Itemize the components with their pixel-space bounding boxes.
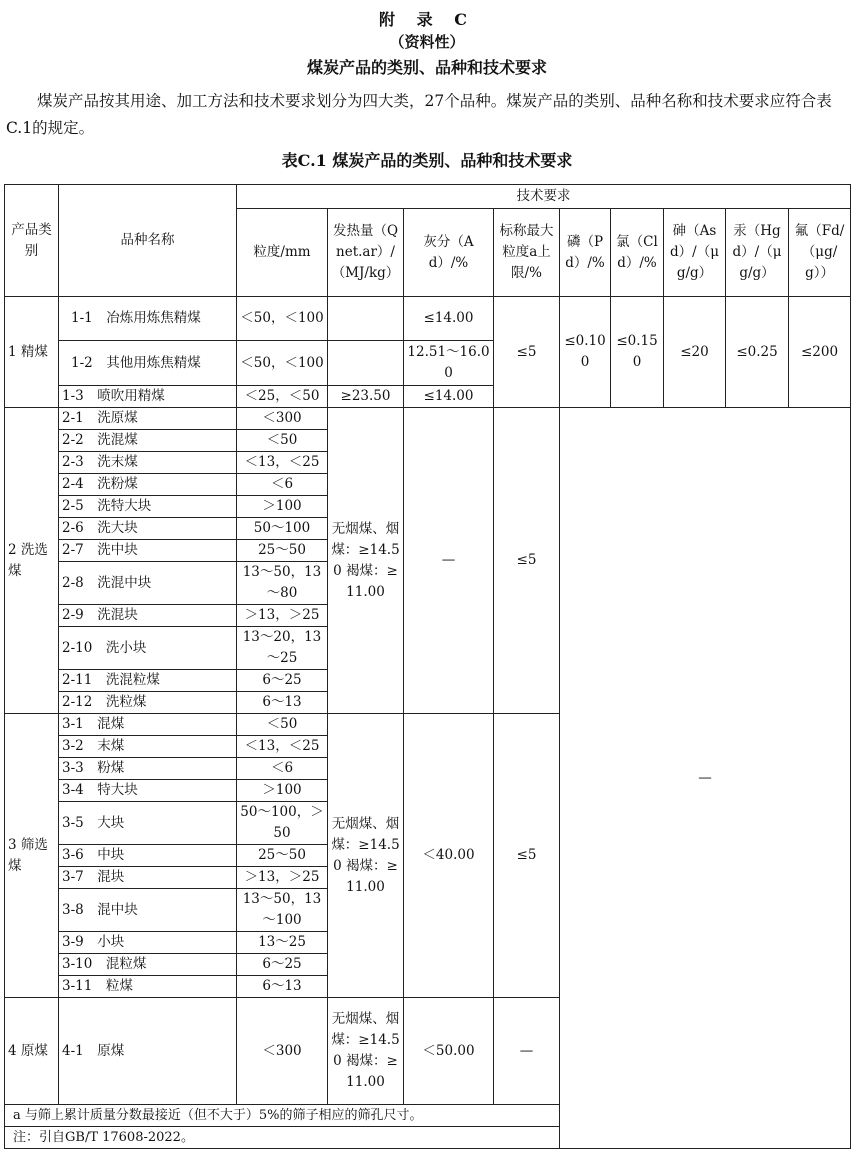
- header-phosphorus: 磷（Pd）/%: [560, 209, 611, 297]
- variety-cell: 2-9 洗混块: [59, 605, 237, 627]
- size-cell: ＜50，＜100: [237, 341, 328, 386]
- heat-cell: 无烟煤、烟煤：≥14.50 褐煤：≥11.00: [328, 998, 404, 1105]
- variety-cell: 3-11 粒煤: [59, 976, 237, 998]
- variety-cell: 1-3 喷吹用精煤: [59, 386, 237, 408]
- variety-cell: 3-6 中块: [59, 845, 237, 867]
- size-cell: 6～25: [237, 670, 328, 692]
- category-cell: 1 精煤: [5, 297, 59, 408]
- header-tech-req: 技术要求: [237, 185, 851, 209]
- ash-cell: ≤14.00: [404, 297, 494, 341]
- table-body: [5, 185, 851, 1149]
- size-cell: ＜300: [237, 998, 328, 1105]
- header-size: 粒度/mm: [237, 209, 328, 297]
- oversize-cell: ≤5: [494, 297, 560, 408]
- size-cell: ＜13，＜25: [237, 452, 328, 474]
- table-caption: 表C.1 煤炭产品的类别、品种和技术要求: [281, 151, 573, 170]
- table-row: [5, 185, 851, 209]
- variety-cell: 3-10 混粒煤: [59, 954, 237, 976]
- header-arsenic: 砷（Asd）/（μg/g）: [664, 209, 726, 297]
- variety-cell: 2-10 洗小块: [59, 627, 237, 670]
- heat-cell: 无烟煤、烟煤：≥14.50 褐煤：≥11.00: [328, 408, 404, 714]
- variety-cell: 2-6 洗大块: [59, 518, 237, 540]
- size-cell: ＞100: [237, 780, 328, 802]
- appendix-title: 煤炭产品的类别、品种和技术要求: [306, 58, 547, 77]
- ash-cell: ≤14.00: [404, 386, 494, 408]
- variety-cell: 2-2 洗混煤: [59, 430, 237, 452]
- size-cell: ＜13，＜25: [237, 736, 328, 758]
- variety-cell: 3-7 混块: [59, 867, 237, 889]
- header-oversize: 标称最大粒度a上限/%: [494, 209, 560, 297]
- footnote: a 与筛上累计质量分数最接近（但不大于）5%的筛子相应的筛孔尺寸。: [5, 1105, 851, 1127]
- mercury-cell: ≤0.25: [726, 297, 789, 408]
- category-cell: 2 洗选煤: [5, 408, 59, 714]
- header-mercury: 汞（Hgd）/（μg/g）: [726, 209, 789, 297]
- variety-cell: 3-9 小块: [59, 932, 237, 954]
- ash-cell: ＜40.00: [404, 714, 494, 998]
- table-row: [5, 297, 851, 341]
- oversize-cell: ≤5: [494, 714, 560, 998]
- trace-elements-cell: —: [560, 408, 851, 1149]
- header-chlorine: 氯（Cld）/%: [611, 209, 664, 297]
- variety-cell: 2-1 洗原煤: [59, 408, 237, 430]
- variety-cell: 1-2 其他用炼焦精煤: [59, 341, 237, 386]
- variety-cell: 1-1 冶炼用炼焦精煤: [59, 297, 237, 341]
- fluorine-cell: ≤200: [789, 297, 851, 408]
- size-cell: 25～50: [237, 540, 328, 562]
- variety-cell: 3-8 混中块: [59, 889, 237, 932]
- category-cell: 3 筛选煤: [5, 714, 59, 998]
- size-cell: 6～25: [237, 954, 328, 976]
- header-fluorine: 氟（Fd/（μg/g））: [789, 209, 851, 297]
- variety-cell: 2-11 洗混粒煤: [59, 670, 237, 692]
- size-cell: 13～20，13～25: [237, 627, 328, 670]
- size-cell: 13～50，13～80: [237, 562, 328, 605]
- variety-cell: 2-3 洗末煤: [59, 452, 237, 474]
- size-cell: ＞13，＞25: [237, 867, 328, 889]
- heat-cell: [328, 297, 404, 341]
- size-cell: 25～50: [237, 845, 328, 867]
- size-cell: 13～25: [237, 932, 328, 954]
- variety-cell: 3-2 末煤: [59, 736, 237, 758]
- header-heat: 发热量（Qnet.ar）/（MJ/kg）: [328, 209, 404, 297]
- oversize-cell: —: [494, 998, 560, 1105]
- oversize-cell: ≤5: [494, 408, 560, 714]
- table-row: [5, 1105, 851, 1127]
- header-variety: 品种名称: [59, 185, 237, 297]
- appendix-nature: （资料性）: [389, 33, 465, 51]
- table-row: [5, 408, 851, 430]
- heat-cell: ≥23.50: [328, 386, 404, 408]
- heat-cell: [328, 341, 404, 386]
- size-cell: 6～13: [237, 976, 328, 998]
- variety-cell: 3-1 混煤: [59, 714, 237, 736]
- phosphorus-cell: ≤0.100: [560, 297, 611, 408]
- ash-cell: —: [404, 408, 494, 714]
- header-ash: 灰分（Ad）/%: [404, 209, 494, 297]
- size-cell: ＜6: [237, 474, 328, 496]
- size-cell: 13～50，13～100: [237, 889, 328, 932]
- size-cell: ＜25，＜50: [237, 386, 328, 408]
- appendix-label: 附 录 C: [379, 10, 475, 29]
- category-cell: 4 原煤: [5, 998, 59, 1105]
- table-row: [5, 1127, 851, 1149]
- variety-cell: 2-12 洗粒煤: [59, 692, 237, 714]
- size-cell: ＜300: [237, 408, 328, 430]
- size-cell: ＜50: [237, 714, 328, 736]
- variety-cell: 3-4 特大块: [59, 780, 237, 802]
- ash-cell: 12.51～16.00: [404, 341, 494, 386]
- variety-cell: 3-3 粉煤: [59, 758, 237, 780]
- size-cell: ＜6: [237, 758, 328, 780]
- variety-cell: 2-4 洗粉煤: [59, 474, 237, 496]
- variety-cell: 4-1 原煤: [59, 998, 237, 1105]
- arsenic-cell: ≤20: [664, 297, 726, 408]
- variety-cell: 2-5 洗特大块: [59, 496, 237, 518]
- size-cell: ＞100: [237, 496, 328, 518]
- heat-cell: 无烟煤、烟煤：≥14.50 褐煤：≥11.00: [328, 714, 404, 998]
- size-cell: 50～100: [237, 518, 328, 540]
- size-cell: 50～100，＞50: [237, 802, 328, 845]
- source-note: 注：引自GB/T 17608-2022。: [5, 1127, 851, 1149]
- variety-cell: 2-7 洗中块: [59, 540, 237, 562]
- chlorine-cell: ≤0.150: [611, 297, 664, 408]
- size-cell: ＜50: [237, 430, 328, 452]
- variety-cell: 2-8 洗混中块: [59, 562, 237, 605]
- ash-cell: ＜50.00: [404, 998, 494, 1105]
- coal-spec-table: [4, 184, 851, 1149]
- size-cell: 6～13: [237, 692, 328, 714]
- header-category: 产品类别: [5, 185, 59, 297]
- size-cell: ＞13，＞25: [237, 605, 328, 627]
- intro-paragraph: 煤炭产品按其用途、加工方法和技术要求划分为四大类，27个品种。煤炭产品的类别、品种名称和技术要求应符合表C.1的规定。: [6, 92, 832, 137]
- variety-cell: 3-5 大块: [59, 802, 237, 845]
- size-cell: ＜50，＜100: [237, 297, 328, 341]
